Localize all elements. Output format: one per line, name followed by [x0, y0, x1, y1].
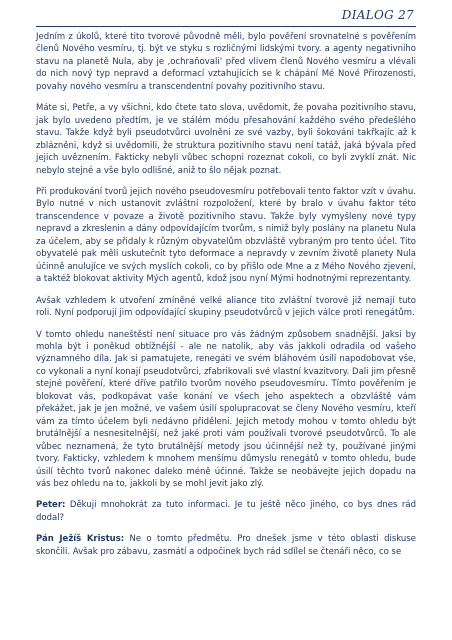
header-rule [36, 26, 416, 27]
paragraph [36, 31, 416, 93]
paragraph [36, 102, 416, 177]
paragraph [36, 186, 416, 286]
document-body [36, 31, 416, 567]
running-header: DIALOG 27 [341, 8, 414, 22]
speaker-label: Peter: [36, 500, 66, 511]
paragraph [36, 295, 416, 320]
dialog-text: Děkuji mnohokrát za tuto informaci. Je tu ještě něco jiného, co bys dnes rád dodal? [36, 500, 416, 523]
speaker-label: Pán Ježíš Kristus: [36, 534, 125, 545]
paragraph-text: Máte si, Petře, a vy všichni, kdo čtete tato slova, uvědomit, že povaha pozitivního stavu, jak bylo uvedeno předtím, je ve stálém módu přesahování každého svého předešlého stavu. Takže když byli pseudotvůrci uvolněni ze své vazby, byli šokováni takřkajíc až k zblázněni, když si uvědomili, že struktura pozitivního stavu není tatáž, jaká bývala před jejich uvěznením. Fakticky nebyli vůbec schopni rozeznat cokoli, co byli zvyklí znát. Nic nebylo stejné a vše bylo odlišné, aniž to šlo nějak poznat. [36, 103, 416, 176]
paragraph-text: V tomto ohledu naneštěstí není situace pro vás žádným způsobem snadnější. Jaksi by mohla být i poněkud obtížnější - ale ne natolik, aby vás jakkoli odradila od vašeho významného díla. Jak si pamatujete, renegáti ve svém bláhovém úsilí napodobovat vše, co vykonali a nyní konají pseudotvůrci, zfabrikovali své vlastní kvazitvory. Dali jim přesně stejné pověření, které dříve patřilo tvorům nového pseudovesmíru. Tímto pověřením je blokovat vás, podkopávat vaše konání ve všech jeho aspektech a obzvláště vám překážet, jak je jen možné, ve vašem úsilí spolupracovat se členy Nového vesmíru, kteří vám za tímto účelem byli nedávno přiděleni. Jejich metody mohou v tomto ohledu být brutálnější a nesnesitelnější, než jaké proti vám používali tvorové pseudotvůrců. To ale vůbec neznamená, že tyto brutálnější metody jsou účinnější než ty, používané jinými tvory. Fakticky, vzhledem k mnohem menšímu důmyslu renegátů v tomto ohledu, bude úsilí těchto tvorů nakonec daleko méně účinné. Takže se neobávejte jejich dopadu na vás bez ohledu na to, jakkoli by se mohl jevit jako zlý. [36, 329, 416, 489]
paragraph-text: Jedním z úkolů, které tito tvorové původně měli, bylo pověření srovnatelné s pověřením členů Nového vesmíru, tj. být ve styku s rozličnými lidskými tvory. a agenty negativního stavu na planetě Nula, aby je ‚ochraňovali‘ před vlivem členů Nového vesmíru a vlévali do nich nový typ nepravd a deformací vztahujících se k chápání Mé Nové Přirozenosti, povahy nového vesmíru a transcendentní povahy pozitivního stavu. [36, 32, 416, 92]
dialog-text: Ne o tomto předmětu. Pro dnešek jsme v této oblasti diskuse skončili. Avšak pro zábavu, zasmátí a odpočinek bych rád sdílel se čtenáři něco, co se [36, 534, 416, 557]
paragraph-text: Při produkování tvorů jejich nového pseudovesmíru potřebovali tento faktor vzít v úvahu. Bylo nutné v nich ustanovit zvláštní rozpoložení, které by bralo v úvahu faktor této transcendence v povaze a životě pozitivního stavu. Takže byly vymyšleny nové typy nepravd a zkreslenin a dány odpovídajícím tvorům, s nimiž byly poslány na planetu Nula za účelem, aby se přidaly k různým obyvatelům obzvláště vybraným pro tento účel. Tito obyvatelé pak měli uskutečnit tyto deformace a nepravdy v zevním životě planety Nula účinně anulujíce ve svých myslích cokoli, co by přišlo ode Mne a z Mého Nového zjevení, a taktéž blokovat aktivity Mých agentů, kdož jsou nyní Mými hodnotnými reprezentanty. [36, 186, 416, 285]
paragraph [36, 329, 416, 491]
paragraph-text: Avšak vzhledem k utvoření zmíněné velké aliance tito zvláštní tvorové již nemají tuto roli. Nyní podporují jim odpovídající skupiny pseudotvůrců v jejich válce proti renegátům. [36, 295, 416, 319]
dialog-line [36, 499, 416, 524]
dialog-line [36, 533, 416, 558]
